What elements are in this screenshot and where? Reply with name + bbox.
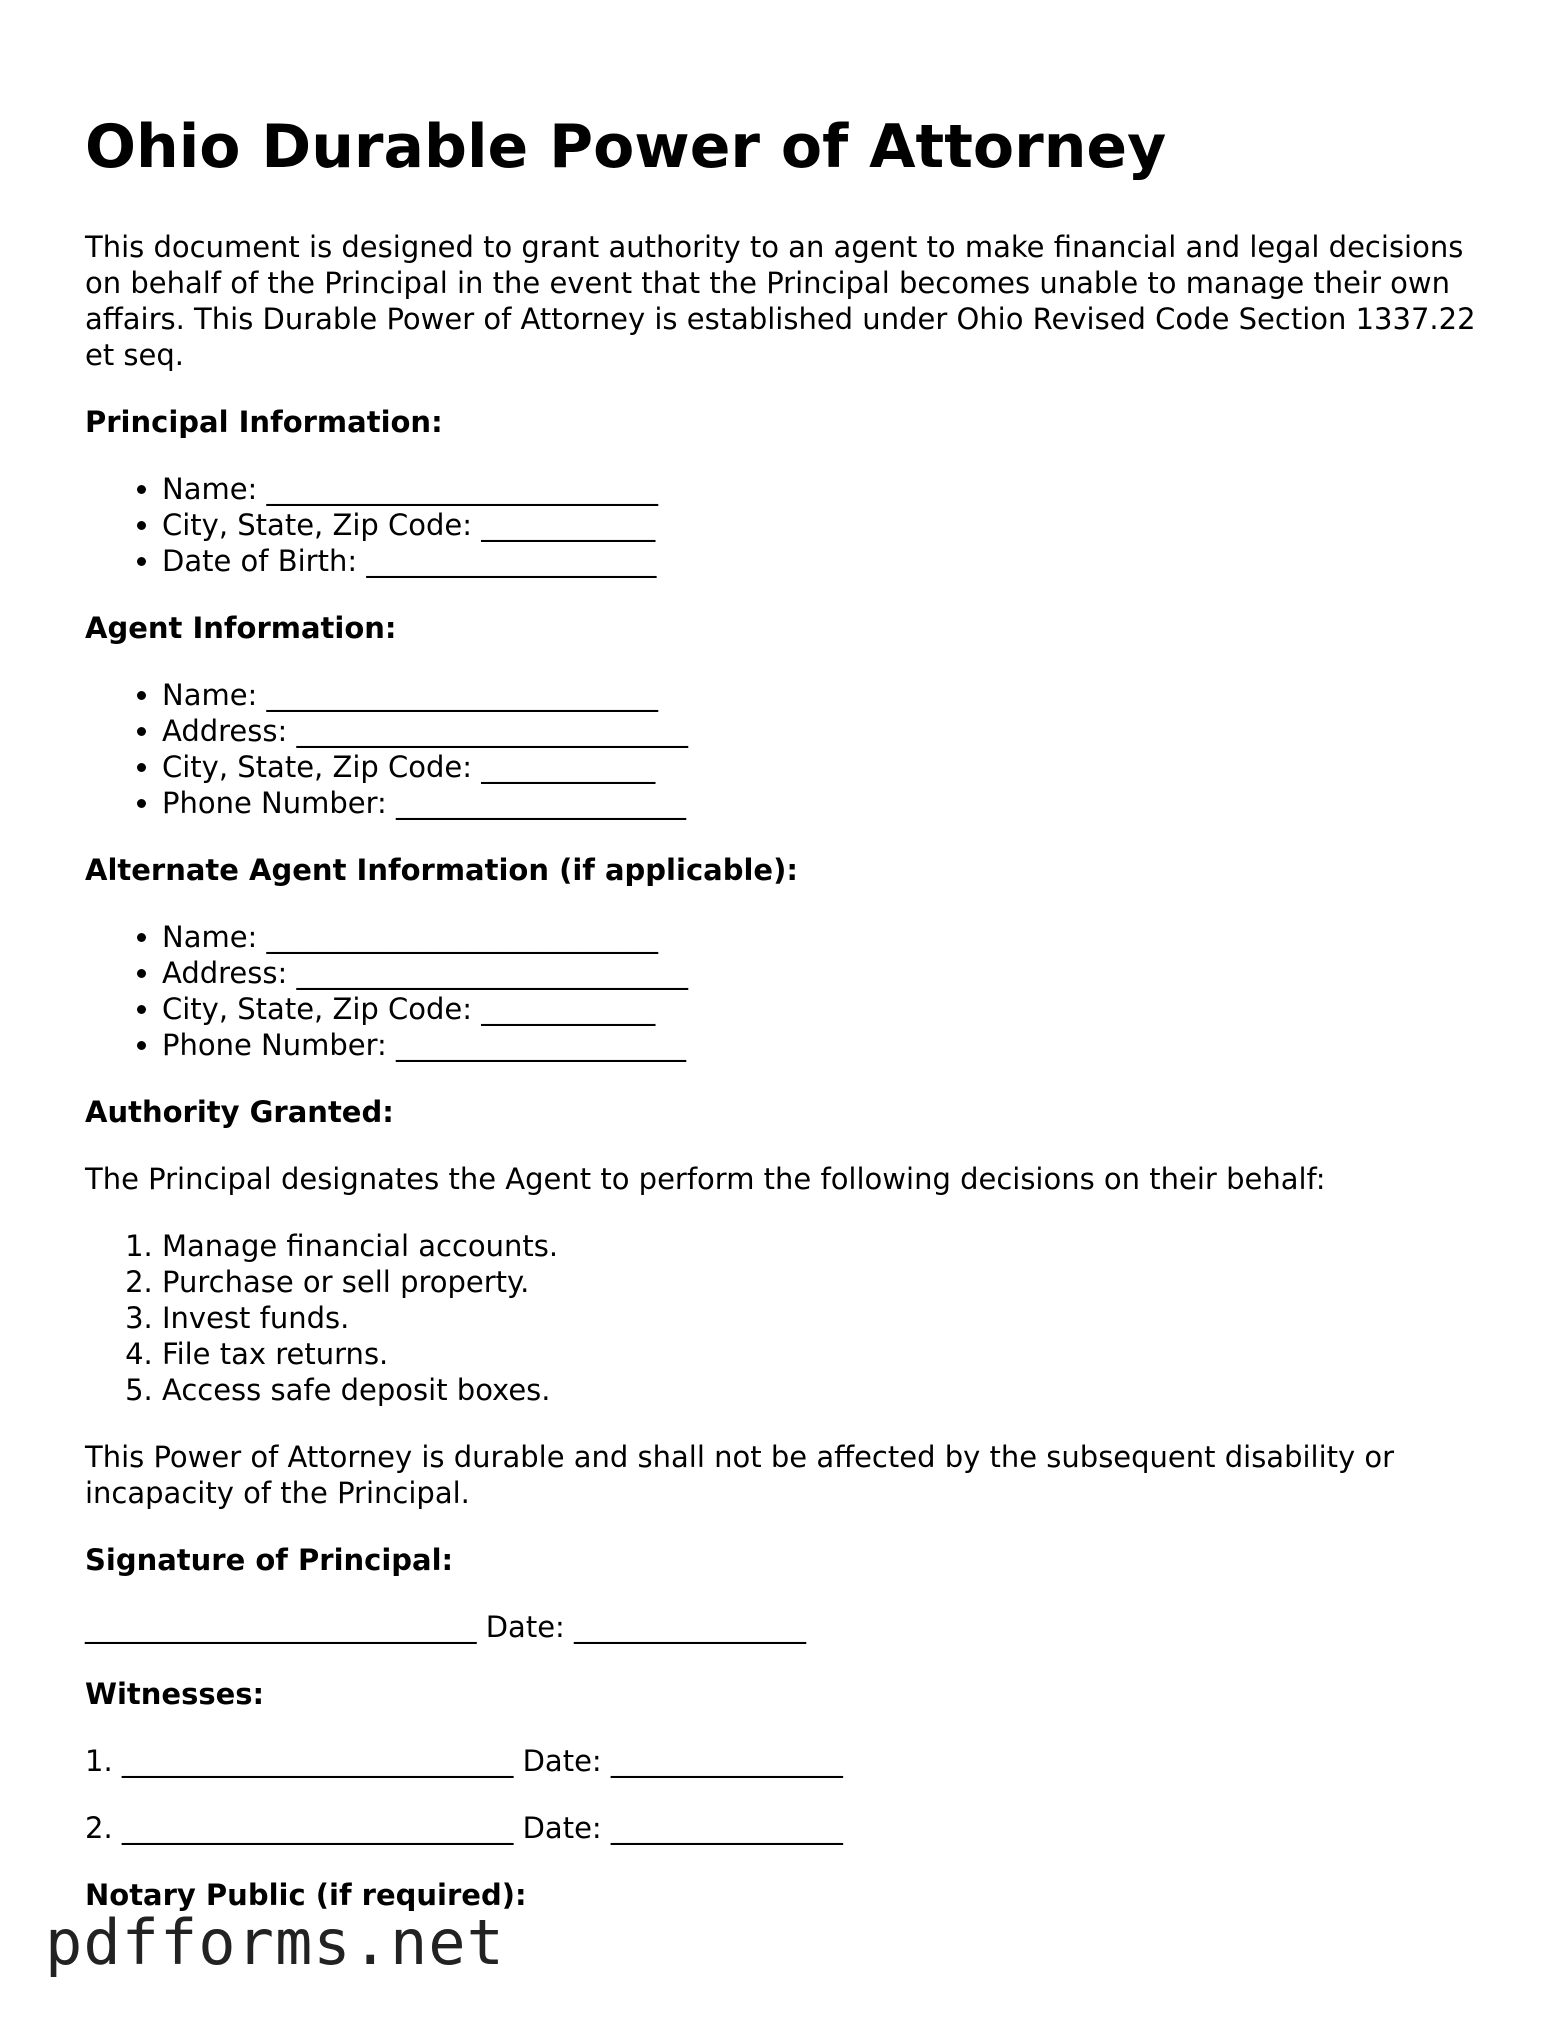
agent-name-field: • Name: ___________________________ — [162, 677, 1485, 713]
document-page — [85, 105, 1485, 1944]
signature-heading: Signature of Principal: — [85, 1543, 454, 1577]
authority-item: 3. Invest funds. — [162, 1300, 1485, 1336]
agent-heading: Agent Information: — [85, 611, 397, 645]
authority-item: 2. Purchase or sell property. — [162, 1264, 1485, 1300]
alternate-agent-city-field: • City, State, Zip Code: ____________ — [162, 991, 1485, 1027]
notary-heading: Notary Public (if required): — [85, 1878, 527, 1912]
principal-dob-field: • Date of Birth: ____________________ — [162, 543, 1485, 579]
document-title: Ohio Durable Power of Attorney — [85, 112, 1167, 182]
authority-item: 5. Access safe deposit boxes. — [162, 1372, 1485, 1408]
alternate-agent-name-field: • Name: ___________________________ — [162, 919, 1485, 955]
agent-phone-field: • Phone Number: ____________________ — [162, 785, 1485, 821]
witness-2-line: 2. ___________________________ Date: ________________ — [85, 1811, 843, 1845]
authority-heading: Authority Granted: — [85, 1095, 394, 1129]
principal-signature-line: ___________________________ Date: ________________ — [85, 1610, 807, 1644]
agent-fields — [85, 677, 1485, 821]
alternate-agent-phone-field: • Phone Number: ____________________ — [162, 1027, 1485, 1063]
agent-address-field: • Address: ___________________________ — [162, 713, 1485, 749]
principal-city-field: • City, State, Zip Code: ____________ — [162, 507, 1485, 543]
agent-city-field: • City, State, Zip Code: ____________ — [162, 749, 1485, 785]
principal-fields — [85, 471, 1485, 579]
watermark-logo: pdfforms.net — [45, 1906, 505, 1979]
alternate-agent-address-field: • Address: ___________________________ — [162, 955, 1485, 991]
alternate-agent-heading: Alternate Agent Information (if applicable): — [85, 853, 798, 887]
durability-paragraph: This Power of Attorney is durable and shall not be affected by the subsequent disability or incapacity of the Principal. — [85, 1440, 1395, 1510]
authority-list — [85, 1228, 1485, 1408]
principal-heading: Principal Information: — [85, 405, 443, 439]
witness-1-line: 1. ___________________________ Date: ________________ — [85, 1744, 843, 1778]
authority-item: 1. Manage financial accounts. — [162, 1228, 1485, 1264]
principal-name-field: • Name: ___________________________ — [162, 471, 1485, 507]
alternate-agent-fields — [85, 919, 1485, 1063]
witnesses-heading: Witnesses: — [85, 1677, 265, 1711]
intro-paragraph: This document is designed to grant authority to an agent to make financial and legal decisions on behalf of the Principal in the event that the Principal becomes unable to manage their own affairs. This Durable Power of Attorney is established under Ohio Revised Code Section 1337.22 et seq. — [85, 230, 1476, 372]
authority-intro: The Principal designates the Agent to perform the following decisions on their behalf: — [85, 1162, 1326, 1196]
authority-item: 4. File tax returns. — [162, 1336, 1485, 1372]
